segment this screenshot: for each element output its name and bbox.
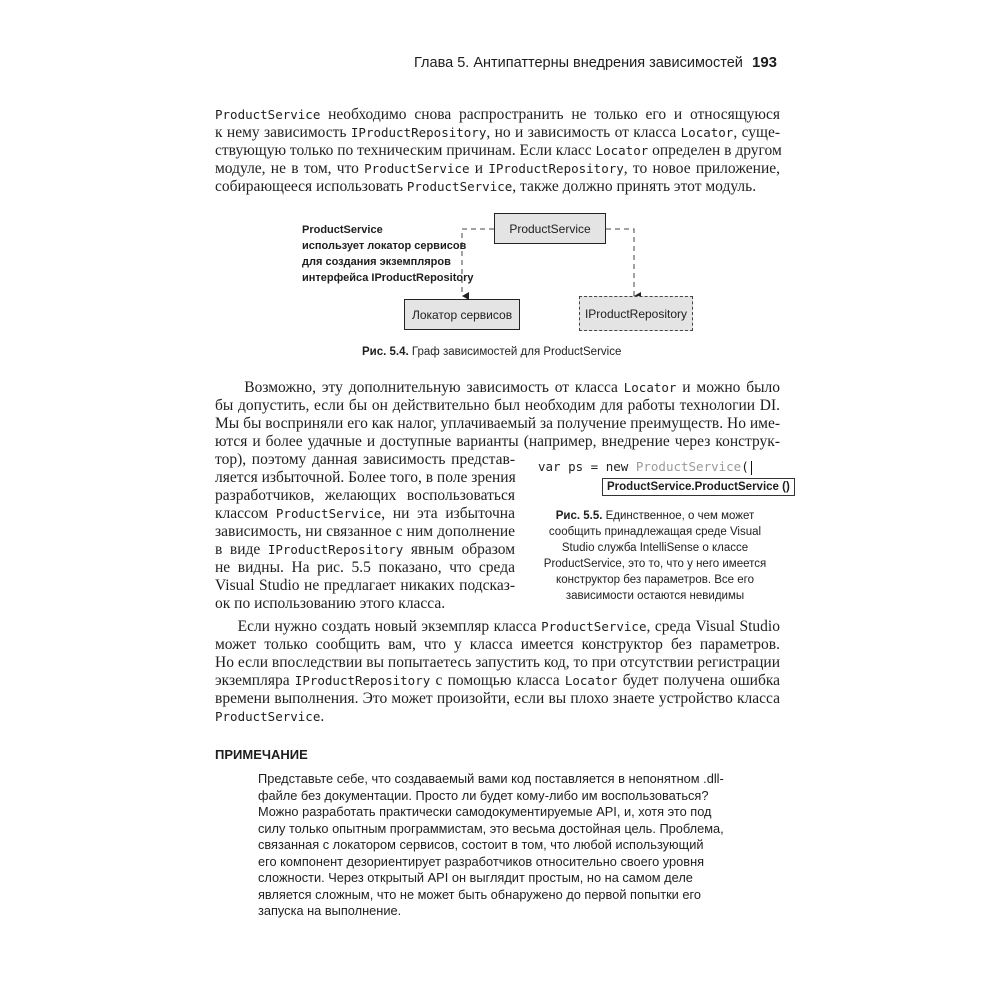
inline-code: ProductService: [406, 179, 513, 194]
note-line: Представьте себе, что создаваемый вами код поставляется в непонятном .dll-: [258, 771, 724, 786]
text-run: классом: [215, 505, 276, 522]
figure-5-5-caption: [530, 508, 780, 604]
text-run: Возможно, эту дополнительную зависимость от класса: [215, 379, 624, 396]
text-run: ются и более удачные и доступные варианты (например, внедрение через конструк-: [215, 433, 780, 450]
text-run: .: [320, 708, 325, 725]
code-class-name: ProductService: [635, 459, 742, 474]
diagram-box-product-service: ProductService: [494, 213, 606, 244]
figure-caption-line: Единственное, о чем может: [602, 510, 755, 522]
text-line: [215, 505, 515, 523]
text-run: модуле, не в том, что: [215, 160, 365, 177]
figure-caption-line: ProductService, это то, что у него имеется: [543, 558, 767, 570]
inline-code: IProductRepository: [294, 673, 431, 688]
note-line: является сложным, что не может быть обнаружено до первой попытки его: [258, 886, 701, 902]
figure-5-5-code-line: [538, 459, 752, 475]
running-head: Глава 5. Антипаттерны внедрения зависимостей: [414, 55, 743, 71]
figure-5-4-caption: [362, 346, 621, 358]
text-run: тор), поэтому данная зависимость представ-: [215, 451, 515, 468]
note-body: [258, 771, 780, 920]
inline-code: ProductService: [215, 107, 321, 122]
inline-code: Locator: [680, 125, 734, 140]
figure-caption-text: Граф зависимостей для ProductService: [408, 346, 622, 358]
text-run: может только сообщить вам, что у класса имеется конструктор без параметров.: [215, 636, 780, 653]
inline-code: ProductService: [364, 161, 470, 176]
note-line: файле без документации. Просто ли будет кому-либо им воспользоваться?: [258, 787, 709, 803]
text-run: бы допустить, если бы он действительно был необходим для работы технологии DI.: [215, 397, 780, 414]
text-run: не видны. На рис. 5.5 показано, что среда: [215, 559, 515, 576]
figure-caption-label: Рис. 5.5.: [555, 510, 603, 522]
note-heading: ПРИМЕЧАНИЕ: [215, 747, 308, 762]
note-line: его компонент дезориентирует разработчиков относительно своего уровня: [258, 853, 705, 869]
text-run: и: [469, 160, 489, 177]
inline-code: IProductRepository: [267, 542, 404, 557]
text-run: , среда Visual Studio: [646, 618, 780, 635]
note-line: сложности. Через открытый API он выглядит простым, но на самом деле: [258, 870, 693, 885]
text-line: [215, 618, 780, 636]
text-line: [215, 595, 515, 613]
figure-caption-line: конструктор без параметров. Все его: [556, 574, 754, 586]
connector-to-repository: [606, 229, 634, 296]
text-run: Если нужно создать новый экземпляр класса: [215, 618, 542, 635]
text-run: ок по использованию этого класса.: [215, 595, 446, 612]
text-run: , то новое приложение,: [623, 160, 780, 177]
text-run: необходимо снова распространить не только его и относящуюся: [320, 106, 780, 123]
text-line: [215, 469, 515, 487]
text-line: [215, 523, 515, 541]
text-run: разработчиков, желающих воспользоваться: [215, 487, 515, 504]
code-keyword: var ps = new: [538, 459, 636, 474]
page-number: 193: [752, 54, 778, 71]
code-paren: (: [741, 459, 749, 474]
text-line: [215, 433, 780, 451]
text-run: и можно было: [676, 379, 780, 396]
text-line: [215, 415, 780, 433]
figure-note-line: интерфейса IProductRepository: [302, 272, 474, 284]
text-run: ствующую только по техническим причинам. Если класс: [215, 142, 596, 159]
text-line: [215, 379, 780, 397]
text-run: , также должно принять этот модуль.: [512, 178, 757, 195]
intellisense-tooltip: ProductService.ProductService (): [602, 478, 795, 496]
text-run: , ни эта избыточна: [381, 505, 515, 522]
inline-code: ProductService: [275, 506, 382, 521]
text-line: [215, 451, 515, 469]
text-run: Но если впоследствии вы попытаетесь запустить код, то при отсутствии регистрации: [215, 654, 780, 671]
inline-code: ProductService: [541, 619, 647, 634]
diagram-box-product-repository: IProductRepository: [579, 296, 693, 331]
text-run: в виде: [215, 541, 268, 558]
figure-note-line: ProductService: [302, 224, 383, 236]
inline-code: Locator: [564, 673, 618, 688]
text-run: собирающееся использовать: [215, 178, 407, 195]
inline-code: ProductService: [215, 709, 321, 724]
note-line: силу только опытным программистам, это весьма достойная цель. Проблема,: [258, 820, 724, 836]
text-run: экземпляра: [215, 672, 295, 689]
text-run: явным образом: [403, 541, 516, 558]
text-run: с помощью класса: [430, 672, 565, 689]
text-run: , но и зависимость от класса: [486, 124, 681, 141]
inline-code: Locator: [595, 143, 649, 158]
diagram-box-service-locator: Локатор сервисов: [404, 299, 520, 330]
inline-code: Locator: [623, 380, 677, 395]
connector-to-locator: [462, 229, 494, 296]
text-line: [215, 541, 515, 559]
text-line: [215, 708, 780, 726]
text-run: ляется избыточной. Более того, в поле зрения: [215, 469, 516, 486]
inline-code: IProductRepository: [488, 161, 624, 176]
figure-note-line: для создания экземпляров: [302, 256, 451, 268]
text-line: [215, 397, 780, 415]
figure-caption-label: Рис. 5.4.: [362, 346, 409, 358]
text-line: [215, 487, 515, 505]
text-run: , суще-: [733, 124, 780, 141]
figure-caption-line: Studio служба IntelliSense о классе: [561, 542, 749, 554]
text-run: Visual Studio не предлагает никаких подсказ-: [215, 577, 515, 594]
text-line: [215, 559, 515, 577]
text-line: [215, 577, 515, 595]
text-run: к нему зависимость: [215, 124, 351, 141]
inline-code: IProductRepository: [350, 125, 487, 140]
text-run: времени выполнения. Это может произойти, если вы плохо знаете устройство класса: [215, 690, 780, 707]
text-line: [215, 672, 780, 690]
note-line: Можно разработать практически самодокументируемые API, и, хотя это под: [258, 804, 712, 819]
text-line: [215, 690, 780, 708]
text-run: Мы бы восприняли его как налог, уплачиваемый за получение преимуществ. Но име-: [215, 415, 780, 432]
text-run: определен в другом: [648, 142, 782, 159]
note-line: связанная с локатором сервисов, состоит в том, что любой использующий: [258, 837, 704, 852]
text-cursor: [751, 461, 752, 475]
text-run: зависимость, ни связанное с ним дополнение: [215, 523, 515, 540]
figure-caption-line: зависимости остаются невидимы: [565, 590, 745, 602]
text-line: [215, 654, 780, 672]
text-run: будет получена ошибка: [617, 672, 780, 689]
figure-caption-line: сообщить принадлежащая среде Visual: [548, 526, 762, 538]
figure-note-line: использует локатор сервисов: [302, 240, 467, 252]
text-line: [215, 636, 780, 654]
note-line: запуска на выполнение.: [258, 903, 402, 918]
